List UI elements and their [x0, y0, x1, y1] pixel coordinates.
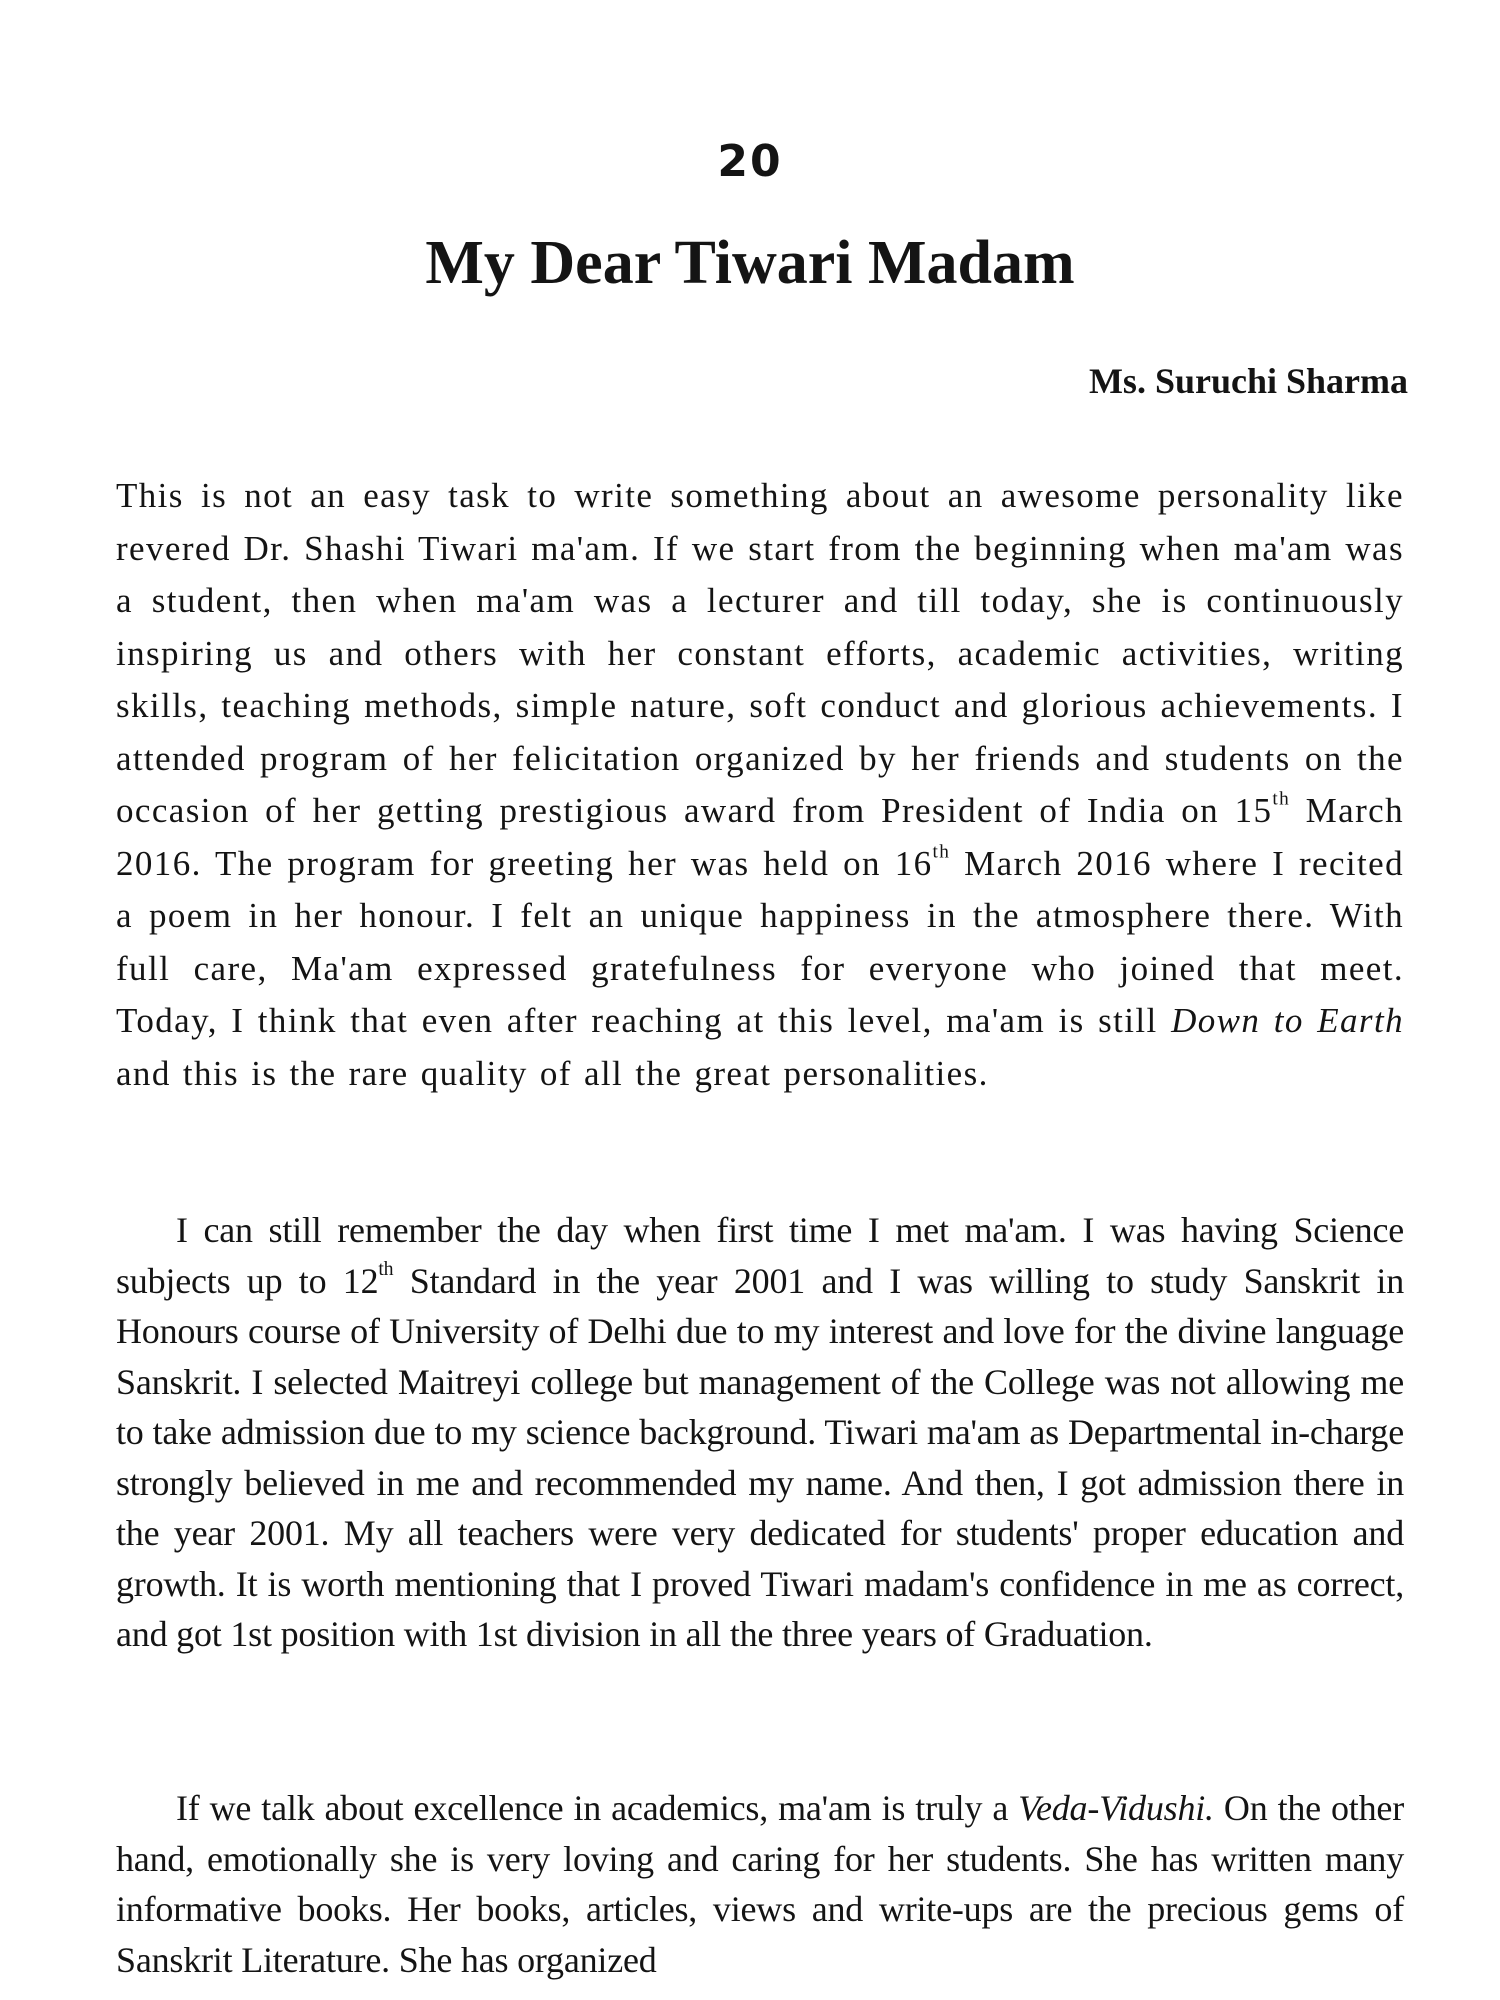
paragraph-1-text-c: March 2016 where I recited a poem in her honour. I felt an unique happiness in the atmosphere there. With full care, Ma'am expressed gratefulness for everyone who joined that meet. Today, I think that even after reaching at this level, ma'am is still [116, 843, 1404, 1040]
chapter-title: My Dear Tiwari Madam [425, 229, 1075, 297]
author-name: Ms. Suruchi Sharma [1088, 361, 1408, 401]
italic-phrase: Down to Earth [1171, 1001, 1404, 1040]
ordinal-suffix: th [932, 841, 951, 863]
chapter-number: 20 [717, 136, 783, 187]
paragraph-3-text-a: If we talk about excellence in academics, ma'am is truly a [176, 1788, 1019, 1828]
ordinal-suffix: th [1272, 788, 1291, 810]
paragraph-3 [116, 1783, 1404, 1985]
paragraph-1-text-d: and this is the rare quality of all the great personalities. [116, 1053, 989, 1093]
paragraph-1 [116, 470, 1404, 1100]
paragraph-2 [116, 1205, 1404, 1660]
ordinal-suffix: th [378, 1257, 394, 1280]
italic-phrase: Veda-Vidushi. [1018, 1788, 1214, 1828]
paragraph-1-text-a: This is not an easy task to write something about an awesome personality like revered Dr. Shashi Tiwari ma'am. If we start from the beginning when ma'am was a student, then when ma'am was a lecturer and till today, she is continuously inspiring us and others with her constant efforts, academic activities, writing skills, teaching methods, simple nature, soft conduct and glorious achievements. I attended program of her felicitation organized by her friends and students on the occasion of her getting prestigious award from President of India on 15 [116, 476, 1404, 830]
paragraph-3-text-b: On the other hand, emotionally she is very loving and caring for her students. She has written many informative books. Her books, articles, views and write-ups are the precious gems of Sanskrit Literature. She has organized [116, 1788, 1404, 1980]
paragraph-1-text-b: March 2016. The program for greeting her was held on 16 [116, 791, 1404, 883]
paragraph-2-text-b: Standard in the year 2001 and I was willing to study Sanskrit in Honours course of University of Delhi due to my interest and love for the divine language Sanskrit. I selected Maitreyi college but management of the College was not allowing me to take admission due to my science background. Tiwari ma'am as Departmental in-charge strongly believed in me and recommended my name. And then, I got admission there in the year 2001. My all teachers were very dedicated for students' proper education and growth. It is worth mentioning that I proved Tiwari madam's confidence in me as correct, and got 1st position with 1st division in all the three years of Graduation. [116, 1260, 1404, 1654]
paragraph-2-text-a: I can still remember the day when first time I met ma'am. I was having Science subjects up to 12 [116, 1210, 1404, 1301]
